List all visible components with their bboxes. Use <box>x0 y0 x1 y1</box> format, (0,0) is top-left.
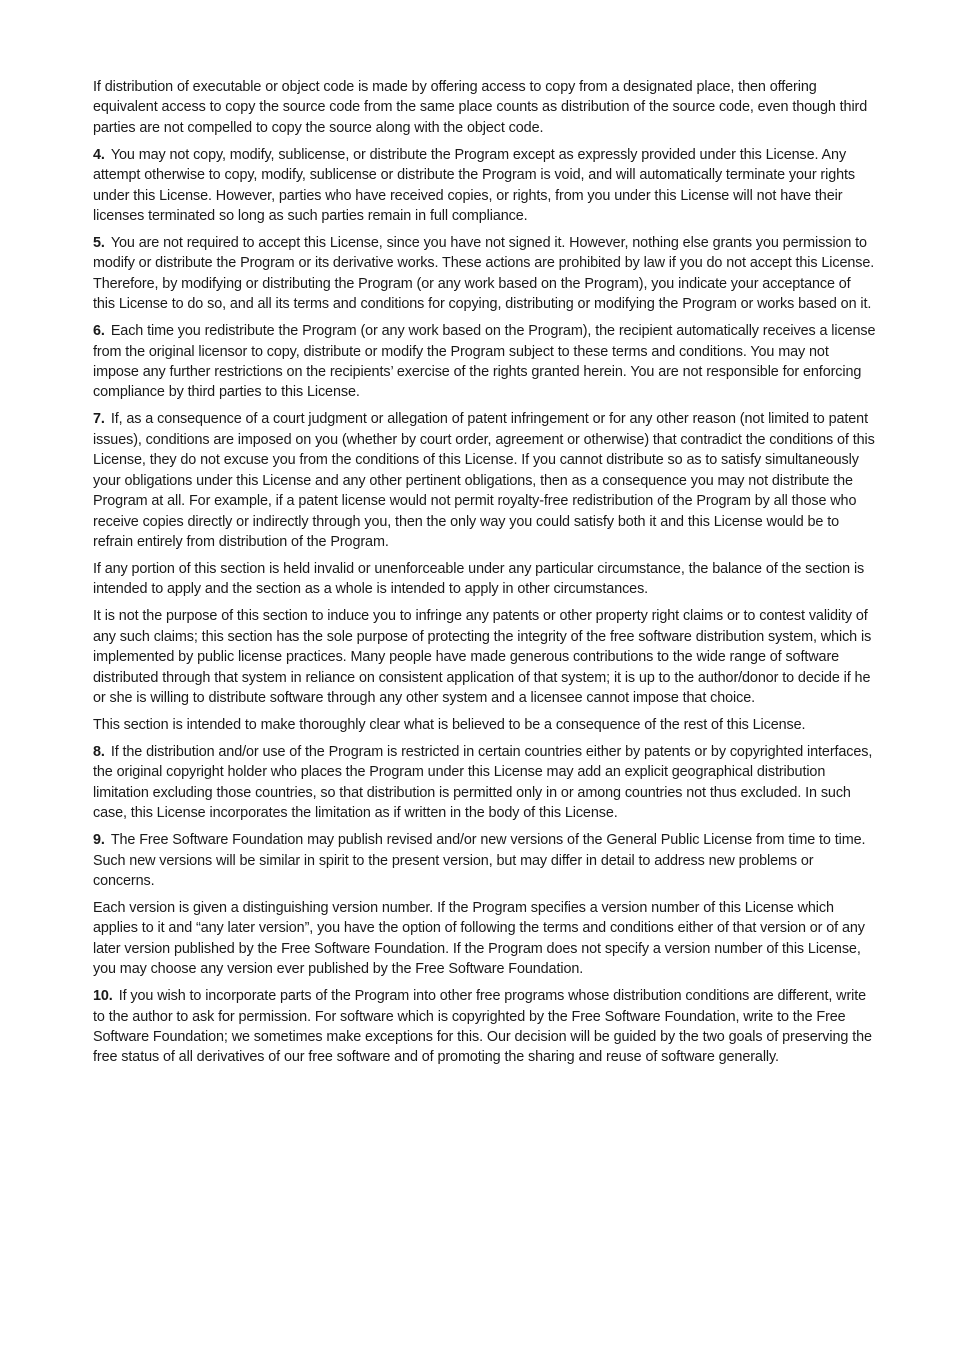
section-7-paragraph-4 <box>93 715 876 735</box>
section-number: 10. <box>93 988 113 1005</box>
section-5-paragraph <box>93 233 876 315</box>
paragraph-text: You are not required to accept this License, since you have not signed it. However, nothing else grants you permission to modify or distribute the Program or its derivative works. These actions are prohibited by law if you do not accept this License. Therefore, by modifying or distributing the Program (or any work based on the Program), you indicate your acceptance of this License to do so, and all its terms and conditions for copying, distributing or modifying the Program or works based on it. <box>93 235 875 313</box>
paragraph-text: You may not copy, modify, sublicense, or distribute the Program except as expressly provided under this License. Any attempt otherwise to copy, modify, sublicense or distribute the Program is void, and will automatically terminate your rights under this License. However, parties who have received copies, or rights, from you under this License will not have their licenses terminated so long as such parties remain in full compliance. <box>93 146 856 225</box>
section-number: 9. <box>93 832 105 849</box>
section-9-paragraph <box>93 830 876 891</box>
section-number: 4. <box>93 146 105 163</box>
paragraph-text: It is not the purpose of this section to induce you to infringe any patents or other property right claims or to contest validity of any such claims; this section has the sole purpose of protecting the integrity of the free software distribution system, which is implemented by public license practices. Many people have made generous contributions to the wide range of software distributed through that system in reliance on consistent application of that system; it is up to the author/donor to decide if he or she is willing to distribute software through any other system and a licensee cannot impose that choice. <box>93 608 872 706</box>
paragraph-1 <box>93 77 876 138</box>
section-number: 8. <box>93 743 105 760</box>
section-7-paragraph-2 <box>93 559 876 600</box>
paragraph-text: Each time you redistribute the Program (or any work based on the Program), the recipient automatically receives a license from the original licensor to copy, distribute or modify the Program subject to these terms and conditions. You may not impose any further restrictions on the recipients’ exercise of the rights granted herein. You are not responsible for enforcing compliance by third parties to this License. <box>93 323 876 401</box>
paragraph-text: If the distribution and/or use of the Program is restricted in certain countries either by patents or by copyrighted interfaces, the original copyright holder who places the Program under this License may add an explicit geographical distribution limitation excluding those countries, so that distribution is permitted only in or among countries not thus excluded. In such case, this License incorporates the limitation as if written in the body of this License. <box>93 743 873 822</box>
paragraph-text: This section is intended to make thoroughly clear what is believed to be a consequence of the rest of this License. <box>93 716 806 733</box>
paragraph-text: Each version is given a distinguishing version number. If the Program specifies a version number of this License which applies to it and “any later version”, you have the option of following the terms and conditions either of that version or of any later version published by the Free Software Foundation. If the Program does not specify a version number of this License, you may choose any version ever published by the Free Software Foundation. <box>93 899 865 978</box>
section-9-paragraph-2 <box>93 898 876 980</box>
section-10-paragraph <box>93 986 876 1068</box>
paragraph-text: The Free Software Foundation may publish revised and/or new versions of the General Public License from time to time. Such new versions will be similar in spirit to the present version, but may differ in detail to address new problems or concerns. <box>93 832 866 889</box>
section-number: 7. <box>93 411 105 428</box>
paragraph-text: If, as a consequence of a court judgment or allegation of patent infringement or for any other reason (not limited to patent issues), conditions are imposed on you (whether by court order, agreement or otherwise) that contradict the conditions of this License, they do not excuse you from the conditions of this License. If you cannot distribute so as to satisfy simultaneously your obligations under this License and any other pertinent obligations, then as a consequence you may not distribute the Program at all. For example, if a patent license would not permit royalty-free redistribution of the Program by all those who receive copies directly or indirectly through you, then the only way you could satisfy both it and this License would be to refrain entirely from distribution of the Program. <box>93 411 875 550</box>
section-number: 5. <box>93 235 105 252</box>
section-7-paragraph <box>93 409 876 552</box>
section-8-paragraph <box>93 742 876 824</box>
paragraph-text: If distribution of executable or object code is made by offering access to copy from a designated place, then offering equivalent access to copy the source code from the same place counts as distribution of the source code, even though third parties are not compelled to copy the source along with the object code. <box>93 79 868 136</box>
section-4-paragraph <box>93 145 876 227</box>
section-7-paragraph-3 <box>93 606 876 708</box>
section-6-paragraph <box>93 321 876 403</box>
paragraph-text: If any portion of this section is held invalid or unenforceable under any particular circumstance, the balance of the section is intended to apply and the section as a whole is intended to apply in other circumstances. <box>93 560 865 598</box>
section-number: 6. <box>93 323 105 340</box>
paragraph-text: If you wish to incorporate parts of the Program into other free programs whose distribution conditions are different, write to the author to ask for permission. For software which is copyrighted by the Free Software Foundation, write to the Free Software Foundation; we sometimes make exceptions for this. Our decision will be guided by the two goals of preserving the free status of all derivatives of our free software and of promoting the sharing and reuse of software generally. <box>93 988 872 1066</box>
